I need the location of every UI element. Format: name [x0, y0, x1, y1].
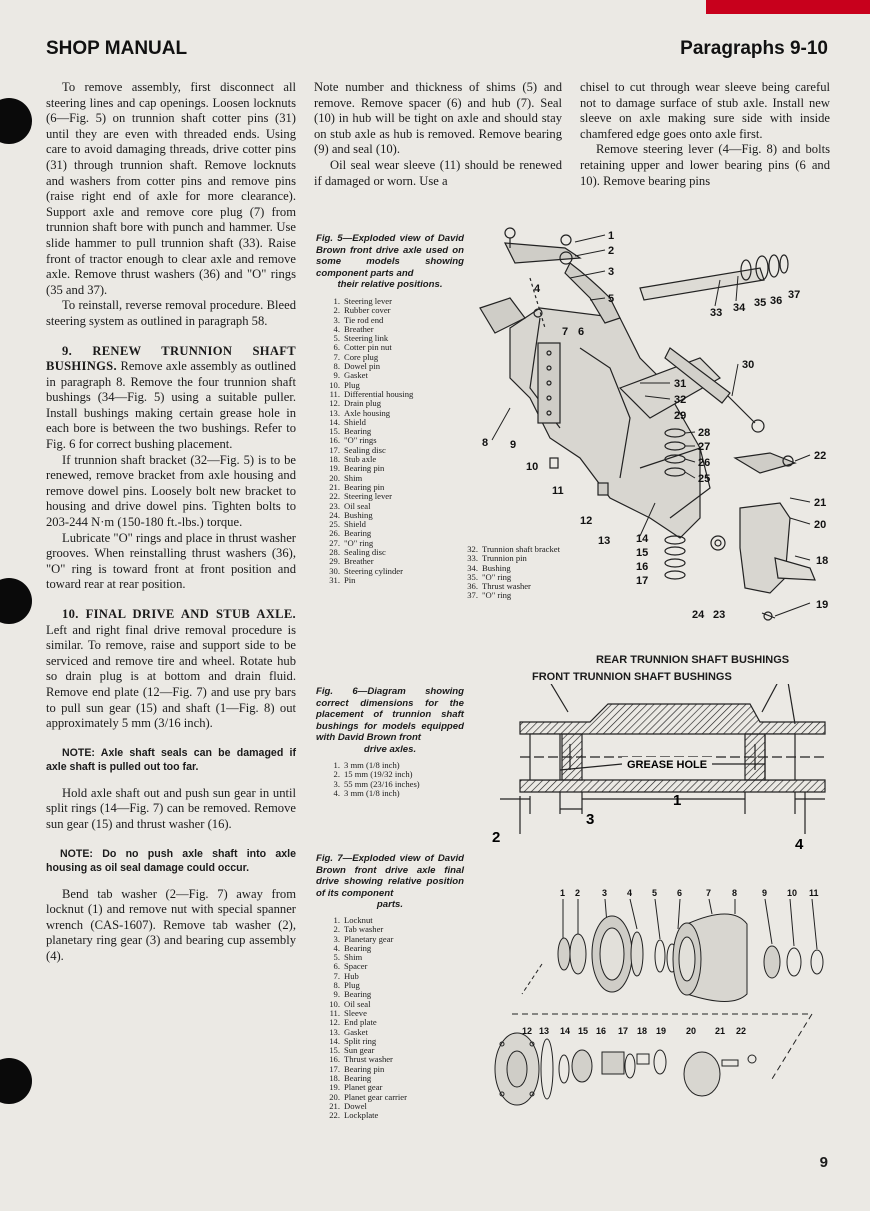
legend-text: Bushing: [344, 509, 373, 520]
legend-text: Plug: [344, 980, 360, 991]
legend-number: 20.: [329, 472, 340, 483]
legend-number: 36.: [467, 581, 478, 592]
legend-number: 18.: [329, 1073, 340, 1084]
section-9-body: Remove axle assembly as outlined in paragraph 8. Remove the four trunnion shaft bushings (34—Fig. 5) using a suitable puller. Install bushings making certain grease hole in each bore is between the two bushings. Refer to Fig. 6 for correct bushing placement.: [46, 359, 296, 452]
section-10-body: Left and right final drive removal procedure is similar. To remove, raise and support side to be serviced and remove tire and wheel. Rotate hub so drain plug is at bottom and drain fluid. Remove end plate (12—Fig. 7) and use pry bars to pull sun gear (15) and shaft (1—Fig. 8) out approximately 5 mm (3/16 inch).: [46, 622, 296, 731]
red-corner-mark: [706, 0, 870, 14]
legend-number: 10.: [329, 379, 340, 390]
legend-item: [318, 944, 407, 953]
paragraph: Hold axle shaft out and push sun gear in until split rings (14—Fig. 7) can be removed. Remove sun gear (15) and thrust washer (16).: [46, 785, 296, 831]
fig6-dim-2: 2: [492, 829, 501, 846]
callout: 15: [578, 1026, 589, 1036]
header-shop-manual: SHOP MANUAL: [46, 38, 188, 59]
callout: 16: [636, 561, 649, 573]
callout: 23: [713, 609, 726, 621]
binder-hole-top: [0, 98, 32, 144]
callout: 13: [598, 535, 611, 547]
legend-number: 5.: [333, 333, 340, 344]
section-9-title: 9. RENEW TRUNNION SHAFT BUSHINGS.: [46, 343, 296, 374]
legend-number: 30.: [329, 565, 340, 576]
legend-text: Differential housing: [344, 388, 414, 399]
legend-text: Trunnion pin: [482, 553, 527, 564]
legend-number: 24.: [329, 509, 340, 520]
legend-number: 10.: [329, 998, 340, 1009]
paragraph: Bend tab washer (2—Fig. 7) away from locknut (1) and remove nut with special spanner wrench (CAS-1607). Remove tab washer (2), planetary ring gear (3) and bearing cup assembly (4).: [46, 886, 296, 963]
legend-text: Thrust washer: [482, 581, 531, 592]
callout: 24: [692, 609, 705, 621]
legend-number: 17.: [329, 444, 340, 455]
callout: 17: [618, 1026, 629, 1036]
legend-number: 14.: [329, 1035, 340, 1046]
legend-number: 6.: [333, 342, 340, 353]
paragraph: To reinstall, reverse removal procedure. Bleed steering system as outlined in paragraph 58.: [46, 298, 296, 328]
legend-number: 19.: [329, 463, 340, 474]
callout: 10: [526, 461, 539, 473]
legend-text: Dowel: [344, 1100, 367, 1111]
fig6-caption-text: Fig. 6—Diagram showing correct dimensions for the placement of trunnion shaft bushings for models equipped with David Brown front: [316, 686, 464, 744]
callout: 14: [636, 533, 649, 545]
callout: 27: [698, 441, 711, 453]
legend-text: 3 mm (1/8 inch): [344, 787, 400, 798]
legend-item: [318, 1111, 407, 1120]
legend-number: 8.: [333, 980, 340, 991]
page-number: 9: [819, 1154, 828, 1171]
legend-number: 16.: [329, 1054, 340, 1065]
legend-number: 23.: [329, 500, 340, 511]
fig7-legend: [318, 916, 407, 1121]
fig7-final-drive-drawing: [472, 884, 834, 1134]
legend-text: Bearing: [344, 426, 372, 437]
fig6-dim-1: 1: [673, 792, 682, 809]
paragraph: Oil seal wear sleeve (11) should be renewed if damaged or worn. Use a: [314, 157, 562, 188]
callout: 29: [674, 410, 687, 422]
legend-text: 3 mm (1/8 inch): [344, 760, 400, 770]
legend-text: Sleeve: [344, 1007, 367, 1018]
fig6-front-label: FRONT TRUNNION SHAFT BUSHINGS: [532, 671, 732, 683]
legend-text: Planet gear: [344, 1082, 383, 1093]
legend-text: "O" ring: [344, 537, 374, 548]
legend-number: 29.: [329, 556, 340, 567]
legend-item: [318, 789, 420, 798]
legend-text: Sealing disc: [344, 444, 386, 455]
legend-text: Cotter pin nut: [344, 342, 392, 353]
callout: 8: [482, 437, 489, 449]
callout: 3: [602, 888, 608, 898]
legend-text: Steering lever: [344, 491, 392, 502]
legend-number: 20.: [329, 1091, 340, 1102]
legend-text: Split ring: [344, 1035, 377, 1046]
callout: 20: [814, 519, 827, 531]
legend-number: 3.: [333, 933, 340, 944]
text-column-1: [46, 80, 296, 965]
legend-number: 2.: [333, 924, 340, 935]
legend-text: Drain plug: [344, 398, 381, 409]
legend-number: 35.: [467, 571, 478, 582]
paragraph: If trunnion shaft bracket (32—Fig. 5) is to be renewed, remove bracket from axle housing and remove dowel pins. Loosely bolt new bracket to housing and drive dowel pins. Tighten bolts to 203-244 N·m (150-180 ft.-lbs.) torque.: [46, 452, 296, 530]
legend-number: 32.: [467, 544, 478, 554]
legend-text: 55 mm (23/16 inches): [344, 778, 420, 789]
fig7-top-numbers: [560, 888, 819, 898]
fig6-caption: [316, 686, 464, 756]
legend-number: 15.: [329, 1045, 340, 1056]
fig6-grease-hole-label: GREASE HOLE: [627, 759, 708, 771]
fig6-caption-end: drive axles.: [363, 743, 417, 755]
legend-text: Gasket: [344, 1026, 368, 1037]
legend-text: Steering lever: [344, 296, 392, 306]
legend-number: 21.: [329, 1100, 340, 1111]
legend-number: 7.: [333, 351, 340, 362]
callout: 15: [636, 547, 649, 559]
legend-text: "O" ring: [482, 571, 512, 582]
callout: 1: [608, 230, 615, 242]
callout: 21: [814, 497, 827, 509]
callout: 12: [522, 1026, 533, 1036]
fig5-exploded-axle-drawing: [470, 218, 840, 630]
legend-number: 1.: [333, 915, 340, 925]
section-10-title: 10. FINAL DRIVE AND STUB AXLE.: [62, 607, 296, 621]
callout: 16: [596, 1026, 607, 1036]
note-oil-seal: NOTE: Do no push axle shaft into axle housing as oil seal damage could occur.: [46, 847, 296, 874]
legend-number: 2.: [333, 769, 340, 780]
legend-number: 33.: [467, 553, 478, 564]
callout: 37: [788, 289, 801, 301]
legend-number: 19.: [329, 1082, 340, 1093]
callout: 5: [608, 293, 615, 305]
legend-number: 22.: [329, 1110, 340, 1121]
callout: 19: [816, 599, 829, 611]
legend-number: 14.: [329, 416, 340, 427]
legend-text: Dowel pin: [344, 361, 381, 372]
callout: 4: [534, 283, 541, 295]
callout: 5: [652, 888, 658, 898]
legend-text: "O" ring: [482, 590, 512, 601]
legend-text: Hub: [344, 970, 359, 981]
note-axle-seals: NOTE: Axle shaft seals can be damaged if axle shaft is pulled out too far.: [46, 746, 296, 773]
fig5-caption-text: Fig. 5—Exploded view of David Brown front drive axle used on some models showing component parts and: [316, 233, 464, 279]
legend-number: 22.: [329, 491, 340, 502]
paragraph: Note number and thickness of shims (5) and remove. Remove spacer (6) and hub (7). Seal (10) in hub will be tight on axle and should stay on stub axle as hub is removed. Remove bearing (9) and seal (10).: [314, 80, 562, 157]
paragraph: To remove assembly, first disconnect all steering lines and cap openings. Loosen locknuts (6—Fig. 5) on trunnion shaft cotter pins (31) until they are even with threaded ends. Using care to avoid damaging threads, drive cotter pins (31) through trunnion shaft. Remove locknuts and washers from cotter pins and remove pins (raise right end of axle for more clearance). Support axle and remove core plug (7) from trunnion shaft bore with punch and hammer. Use slide hammer to pull trunnion shaft (33). Raise front of tractor enough to clear axle and remove axle. Remove thrust washers (36) and "O" rings (35 and 37).: [46, 80, 296, 297]
fig5-caption-end: their relative positions.: [337, 279, 443, 291]
legend-text: Breather: [344, 323, 374, 334]
callout: 36: [770, 295, 783, 307]
legend-text: Shield: [344, 416, 366, 427]
binder-hole-bottom: [0, 1058, 32, 1104]
legend-number: 21.: [329, 481, 340, 492]
callout: 11: [809, 888, 819, 898]
callout: 20: [686, 1026, 697, 1036]
header-paragraphs: Paragraphs 9-10: [680, 38, 828, 59]
section-10: [46, 607, 296, 732]
legend-number: 16.: [329, 435, 340, 446]
legend-number: 8.: [333, 361, 340, 372]
legend-text: Oil seal: [344, 500, 371, 511]
fig7-bottom-numbers: [522, 1026, 746, 1036]
legend-number: 1.: [333, 296, 340, 306]
callout: 31: [674, 378, 687, 390]
legend-text: Bearing pin: [344, 1063, 385, 1074]
fig6-bushing-diagram: [490, 684, 835, 856]
callout: 9: [762, 888, 768, 898]
legend-number: 6.: [333, 961, 340, 972]
legend-text: Breather: [344, 556, 374, 567]
fig5-caption: [316, 233, 464, 291]
legend-text: Plug: [344, 379, 360, 390]
callout: 4: [627, 888, 633, 898]
legend-text: Shield: [344, 519, 366, 530]
legend-text: Spacer: [344, 961, 368, 972]
legend-text: Planetary gear: [344, 933, 394, 944]
legend-text: Bearing: [344, 989, 372, 1000]
paragraph: Lubricate "O" rings and place in thrust washer grooves. When reinstalling thrust washers (36), "O" ring is toward front at front position and toward rear at rear position.: [46, 530, 296, 592]
callout: 32: [674, 394, 687, 406]
fig6-rear-label: REAR TRUNNION SHAFT BUSHINGS: [596, 654, 790, 666]
fig5-legend: [318, 297, 413, 585]
callout: 8: [732, 888, 738, 898]
legend-text: Stub axle: [344, 454, 377, 465]
paragraph: chisel to cut through wear sleeve being careful not to damage surface of stub axle. Install new sleeve on axle making sure side with inside chamfered edge goes onto axle first.: [580, 80, 830, 141]
legend-number: 11.: [329, 388, 340, 399]
callout: 14: [560, 1026, 571, 1036]
legend-number: 12.: [329, 1017, 340, 1028]
fig7-caption: [316, 853, 464, 911]
callout: 9: [510, 439, 517, 451]
text-column-3: [580, 80, 830, 189]
legend-text: Tie rod end: [344, 314, 384, 325]
callout: 33: [710, 307, 723, 319]
section-9: [46, 344, 296, 453]
legend-text: Pin: [344, 574, 356, 585]
legend-number: 34.: [467, 562, 478, 573]
callout: 18: [637, 1026, 648, 1036]
callout: 7: [562, 326, 569, 338]
legend-text: Lockplate: [344, 1110, 379, 1121]
legend-number: 4.: [333, 323, 340, 334]
legend-number: 3.: [333, 778, 340, 789]
callout: 22: [736, 1026, 747, 1036]
legend-text: Locknut: [344, 915, 373, 925]
callout: 22: [814, 450, 827, 462]
paragraph: Remove steering lever (4—Fig. 8) and bolts retaining upper and lower bearing pins (6 and 10). Remove bearing pins: [580, 142, 830, 188]
fig6-legend: [318, 761, 420, 798]
legend-number: 12.: [329, 398, 340, 409]
legend-text: Bearing: [344, 528, 372, 539]
legend-number: 7.: [333, 970, 340, 981]
callout: 6: [677, 888, 683, 898]
callout: 3: [608, 266, 615, 278]
legend-text: Rubber cover: [344, 305, 391, 316]
legend-number: 1.: [333, 760, 340, 770]
legend-number: 5.: [333, 952, 340, 963]
legend-number: 37.: [467, 590, 478, 601]
callout: 17: [636, 575, 649, 587]
legend-number: 13.: [329, 1026, 340, 1037]
legend-text: Bearing: [344, 942, 372, 953]
legend-number: 13.: [329, 407, 340, 418]
callout: 13: [539, 1026, 550, 1036]
callout: 6: [578, 326, 585, 338]
legend-number: 28.: [329, 547, 340, 558]
legend-number: 18.: [329, 454, 340, 465]
legend-text: Shim: [344, 952, 363, 963]
legend-text: Tab washer: [344, 924, 384, 935]
legend-text: 15 mm (19/32 inch): [344, 769, 413, 780]
callout: 25: [698, 473, 711, 485]
legend-number: 26.: [329, 528, 340, 539]
fig7-caption-text: Fig. 7—Exploded view of David Brown front drive axle final drive showing relative position of its component: [316, 853, 464, 899]
callout: 28: [698, 427, 711, 439]
legend-number: 4.: [333, 787, 340, 798]
callout: 2: [575, 888, 581, 898]
legend-text: Trunnion shaft bracket: [482, 544, 560, 554]
legend-item: [318, 576, 413, 585]
callout: 10: [787, 888, 798, 898]
legend-number: 9.: [333, 370, 340, 381]
legend-text: Bearing: [344, 1073, 372, 1084]
binder-hole-middle: [0, 578, 32, 624]
legend-text: Thrust washer: [344, 1054, 393, 1065]
legend-number: 25.: [329, 519, 340, 530]
callout: 21: [715, 1026, 726, 1036]
callout: 12: [580, 515, 593, 527]
legend-number: 15.: [329, 426, 340, 437]
legend-text: Planet gear carrier: [344, 1091, 407, 1102]
legend-item: [318, 972, 407, 981]
legend-number: 4.: [333, 942, 340, 953]
legend-number: 9.: [333, 989, 340, 1000]
legend-number: 27.: [329, 537, 340, 548]
callout: 35: [754, 297, 767, 309]
legend-text: Gasket: [344, 370, 368, 381]
legend-text: Axle housing: [344, 407, 391, 418]
legend-text: "O" rings: [344, 435, 377, 446]
legend-text: Shim: [344, 472, 363, 483]
legend-text: Steering link: [344, 333, 389, 344]
callout: 11: [552, 485, 564, 497]
legend-text: Sun gear: [344, 1045, 375, 1056]
legend-number: 31.: [329, 574, 340, 585]
legend-number: 2.: [333, 305, 340, 316]
legend-number: 3.: [333, 314, 340, 325]
legend-text: Bearing pin: [344, 481, 385, 492]
legend-text: Core plug: [344, 351, 379, 362]
callout: 1: [560, 888, 566, 898]
callout: 34: [733, 302, 746, 314]
legend-text: Bushing: [482, 562, 511, 573]
callout: 2: [608, 245, 615, 257]
callout: 26: [698, 457, 711, 469]
callout: 18: [816, 555, 829, 567]
fig6-dim-3: 3: [586, 811, 595, 828]
callout: 30: [742, 359, 755, 371]
legend-text: Bearing pin: [344, 463, 385, 474]
legend-text: Steering cylinder: [344, 565, 403, 576]
legend-text: End plate: [344, 1017, 377, 1028]
legend-text: Sealing disc: [344, 547, 386, 558]
legend-number: 17.: [329, 1063, 340, 1074]
callout: 19: [656, 1026, 667, 1036]
callout: 7: [706, 888, 712, 898]
legend-text: Oil seal: [344, 998, 371, 1009]
legend-item: [318, 962, 407, 971]
text-column-2: [314, 80, 562, 189]
fig7-caption-end: parts.: [376, 899, 404, 911]
legend-number: 11.: [329, 1007, 340, 1018]
fig6-dim-4: 4: [795, 836, 804, 853]
